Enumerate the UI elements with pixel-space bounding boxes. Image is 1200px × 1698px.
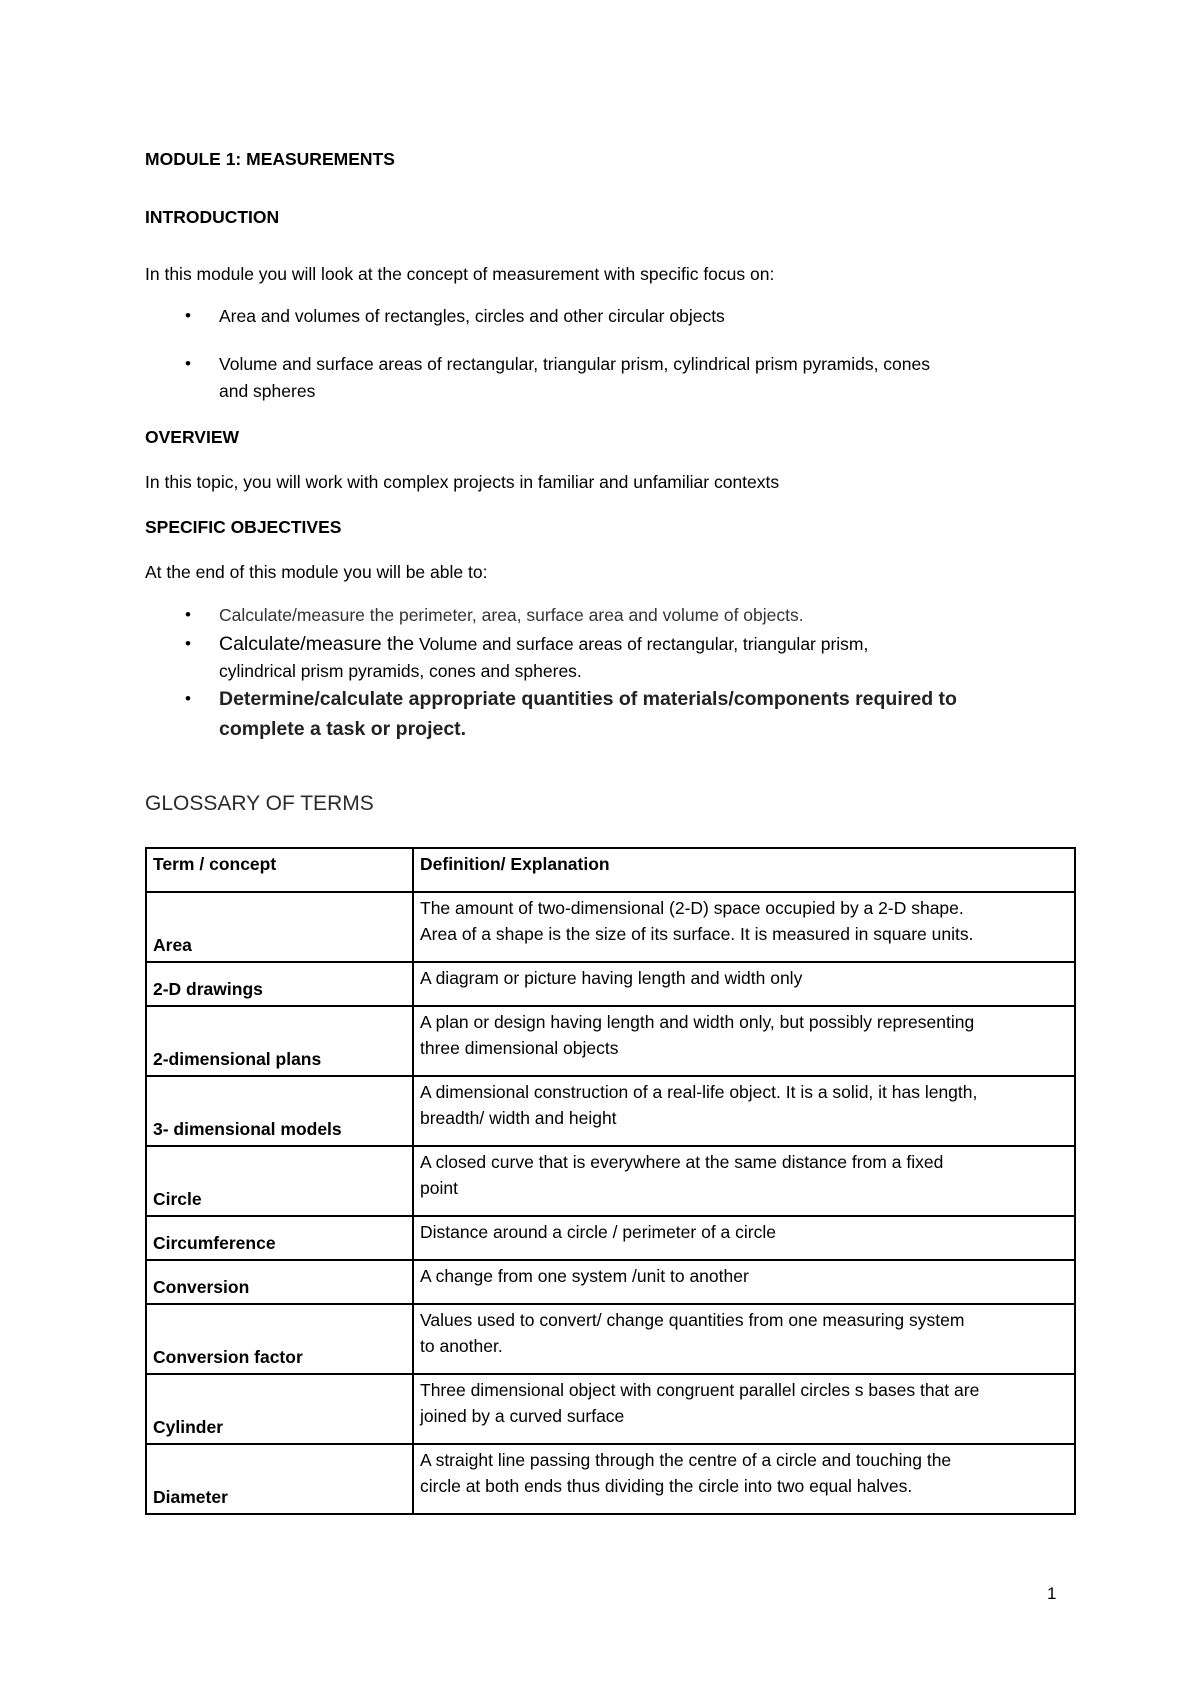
- definition-line: A straight line passing through the centre of a circle and touching the: [420, 1450, 952, 1470]
- term-cell: Conversion: [146, 1260, 413, 1304]
- table-row: [146, 1146, 1075, 1216]
- bullet-icon: •: [185, 689, 191, 708]
- definition-cell: [413, 1304, 1075, 1374]
- definition-cell: [413, 962, 1075, 1006]
- definition-cell: [413, 1006, 1075, 1076]
- objective-3-cont: complete a task or project.: [219, 718, 467, 740]
- definition-cell: [413, 1444, 1075, 1514]
- definition-cell: [413, 1076, 1075, 1146]
- introduction-lead: In this module you will look at the concept of measurement with specific focus on:: [145, 264, 775, 284]
- glossary-heading: GLOSSARY OF TERMS: [145, 792, 374, 815]
- definition-line: A plan or design having length and width only, but possibly representing: [420, 1012, 975, 1032]
- definition-line: A closed curve that is everywhere at the same distance from a fixed: [420, 1152, 944, 1172]
- intro-bullet-2-cont: and spheres: [219, 381, 316, 401]
- intro-bullet-2: Volume and surface areas of rectangular, triangular prism, cylindrical prism pyramids, cones: [219, 354, 931, 374]
- objective-1: Calculate/measure the perimeter, area, surface area and volume of objects.: [219, 605, 804, 625]
- table-row: [146, 892, 1075, 962]
- bullet-icon: •: [185, 306, 191, 325]
- term-cell: Cylinder: [146, 1374, 413, 1444]
- term-cell: Area: [146, 892, 413, 962]
- overview-heading: OVERVIEW: [145, 427, 240, 447]
- table-header-row: [146, 848, 1075, 892]
- definition-line: Area of a shape is the size of its surface. It is measured in square units.: [420, 924, 974, 944]
- definition-line: Three dimensional object with congruent parallel circles s bases that are: [420, 1380, 980, 1400]
- term-cell: 3- dimensional models: [146, 1076, 413, 1146]
- glossary-table: [145, 847, 1076, 1515]
- table-row: [146, 1216, 1075, 1260]
- objective-2-rest: Volume and surface areas of rectangular, triangular prism,: [414, 634, 869, 654]
- table-row: [146, 1260, 1075, 1304]
- overview-text: In this topic, you will work with complex projects in familiar and unfamiliar contexts: [145, 472, 780, 492]
- term-cell: 2-D drawings: [146, 962, 413, 1006]
- bullet-icon: •: [185, 354, 191, 373]
- term-cell: 2-dimensional plans: [146, 1006, 413, 1076]
- definition-line: Values used to convert/ change quantities from one measuring system: [420, 1310, 965, 1330]
- term-cell: Circumference: [146, 1216, 413, 1260]
- definition-cell: [413, 1260, 1075, 1304]
- objective-2: [219, 631, 868, 657]
- definition-line: to another.: [420, 1336, 503, 1356]
- module-title: MODULE 1: MEASUREMENTS: [145, 149, 395, 169]
- definition-line: point: [420, 1178, 458, 1198]
- definition-line: breadth/ width and height: [420, 1108, 617, 1128]
- column-header-term: Term / concept: [146, 848, 413, 892]
- table-row: [146, 1304, 1075, 1374]
- table-row: [146, 962, 1075, 1006]
- definition-line: The amount of two-dimensional (2-D) space occupied by a 2-D shape.: [420, 898, 964, 918]
- introduction-heading: INTRODUCTION: [145, 207, 280, 227]
- term-cell: Conversion factor: [146, 1304, 413, 1374]
- definition-cell: [413, 1374, 1075, 1444]
- objective-3: Determine/calculate appropriate quantities of materials/components required to: [219, 688, 957, 710]
- objective-2-prefix: Calculate/measure the: [219, 633, 415, 655]
- definition-line: joined by a curved surface: [420, 1406, 625, 1426]
- column-header-definition: Definition/ Explanation: [413, 848, 1075, 892]
- definition-line: A dimensional construction of a real-life object. It is a solid, it has length,: [420, 1082, 978, 1102]
- definition-cell: [413, 1216, 1075, 1260]
- term-cell: Circle: [146, 1146, 413, 1216]
- objectives-heading: SPECIFIC OBJECTIVES: [145, 517, 342, 537]
- objective-2-cont: cylindrical prism pyramids, cones and spheres.: [219, 661, 582, 681]
- table-row: [146, 1076, 1075, 1146]
- definition-line: circle at both ends thus dividing the circle into two equal halves.: [420, 1476, 913, 1496]
- objectives-lead: At the end of this module you will be able to:: [145, 562, 488, 582]
- table-row: [146, 1374, 1075, 1444]
- definition-line: A change from one system /unit to another: [420, 1266, 749, 1286]
- table-row: [146, 1006, 1075, 1076]
- definition-line: three dimensional objects: [420, 1038, 619, 1058]
- definition-line: A diagram or picture having length and width only: [420, 968, 803, 988]
- bullet-icon: •: [185, 605, 191, 624]
- term-cell: Diameter: [146, 1444, 413, 1514]
- intro-bullet-1: Area and volumes of rectangles, circles and other circular objects: [219, 306, 725, 326]
- definition-cell: [413, 892, 1075, 962]
- table-row: [146, 1444, 1075, 1514]
- bullet-icon: •: [185, 634, 191, 653]
- definition-line: Distance around a circle / perimeter of a circle: [420, 1222, 776, 1242]
- definition-cell: [413, 1146, 1075, 1216]
- page-number: 1: [1047, 1584, 1057, 1603]
